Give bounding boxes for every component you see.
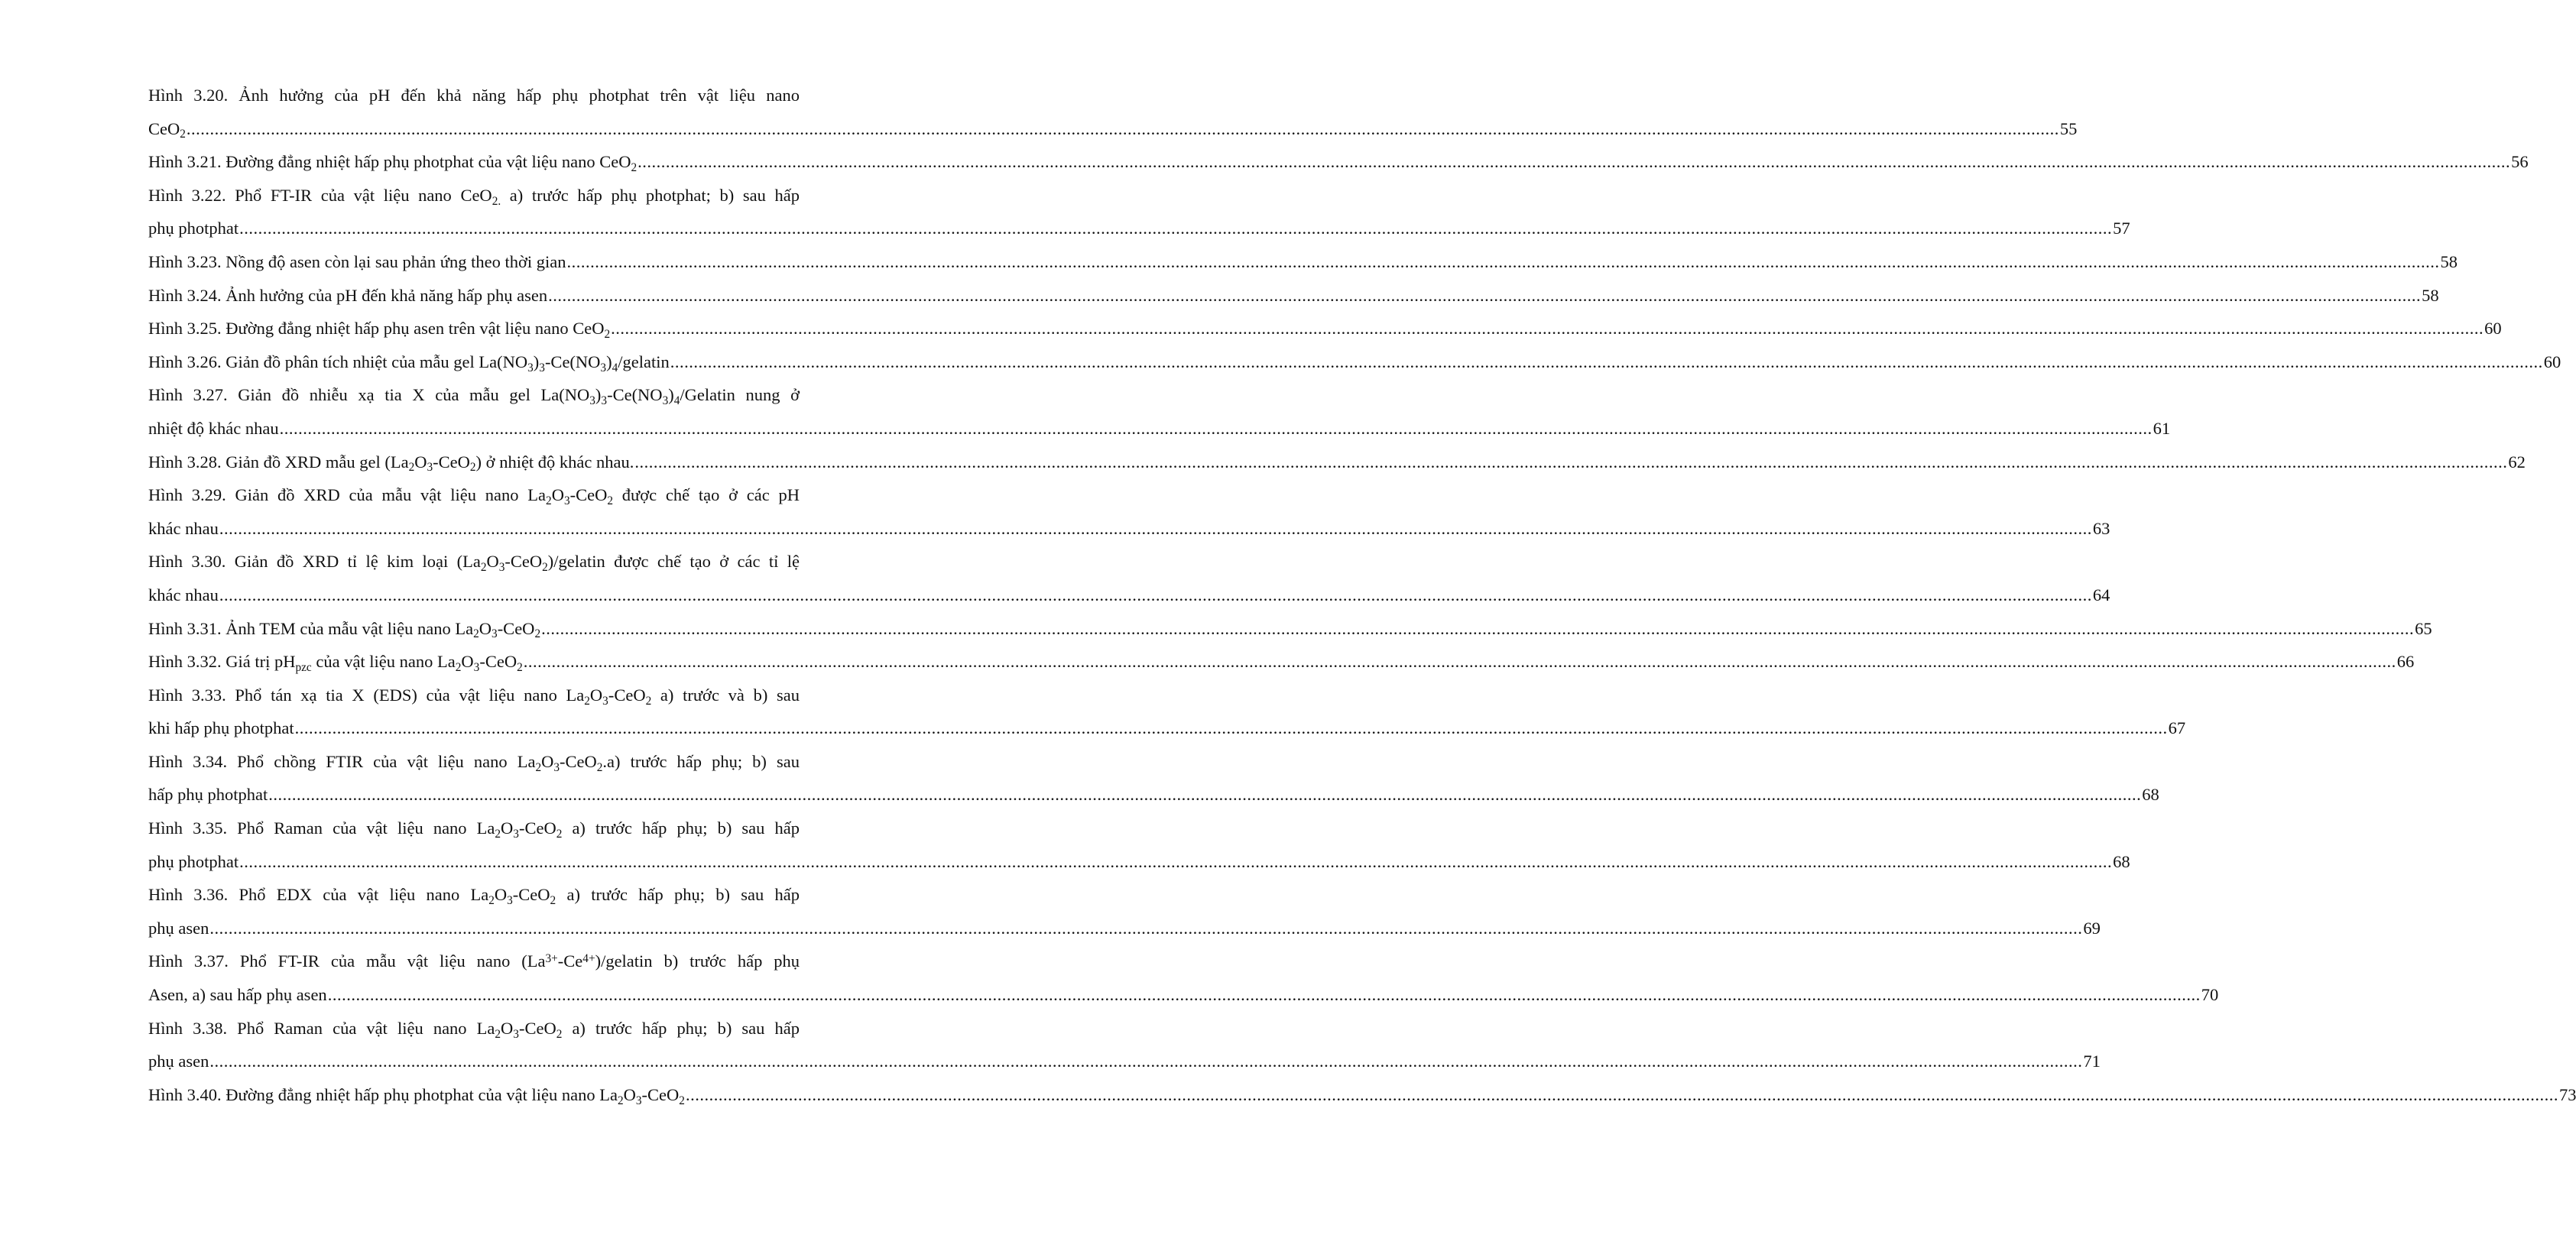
- dot-leader: ................................................................................................................................................................................................................................................................................................................................................................................................................: [548, 285, 2422, 305]
- toc-entry-title-line: Hình 3.37. Phổ FT-IR của mẫu vật liệu nano $(La^{3+}-Ce^{4+})$/gelatin b) trước hấp phụ: [148, 951, 800, 971]
- toc-entry-title-line: phụ asen: [148, 918, 209, 938]
- toc-page-number: 62: [2508, 452, 2526, 472]
- toc-entry-title-line: Hình 3.34. Phổ chồng FTIR của vật liệu nano $La_2O_3-CeO_2.a$) trước hấp phụ; b) sau: [148, 751, 800, 774]
- toc-page-number: 67: [2168, 718, 2186, 738]
- toc-entry[interactable]: [148, 812, 2130, 878]
- toc-entry[interactable]: [148, 545, 2110, 611]
- toc-entry-title-line: khi hấp phụ photphat: [148, 718, 294, 738]
- toc-entry-title-line: Hình 3.26. Giản đồ phân tích nhiệt của mẫu gel $La(NO_3)_3-Ce(NO_3)_4$/gelatin: [148, 352, 670, 374]
- toc-entry-title-line: Hình 3.27. Giản đồ nhiễu xạ tia X của mẫu gel $La(NO_3)_3-Ce(NO_3)_4$/Gelatin nung ở: [148, 385, 800, 408]
- toc-entry[interactable]: [148, 145, 2529, 179]
- toc-entry[interactable]: [148, 679, 2186, 745]
- toc-entry-title-line: Hình 3.35. Phổ Raman của vật liệu nano $La_2O_3-CeO_2$ a) trước hấp phụ; b) sau hấp: [148, 818, 800, 841]
- dot-leader: ................................................................................................................................................................................................................................................................................................................................................................................................................: [239, 851, 2113, 871]
- toc-entry-title-line: CeO$_2$: [148, 118, 186, 141]
- dot-leader: ................................................................................................................................................................................................................................................................................................................................................................................................................: [294, 718, 2168, 738]
- toc-entry[interactable]: [148, 378, 2171, 445]
- toc-page-number: 56: [2511, 152, 2529, 172]
- toc-entry-title-line: Hình 3.23. Nồng độ asen còn lại sau phản ứng theo thời gian: [148, 251, 566, 271]
- toc-entry-last-line: [148, 612, 2432, 646]
- dot-leader: ................................................................................................................................................................................................................................................................................................................................................................................................................: [279, 418, 2153, 438]
- toc-entry[interactable]: [148, 878, 2101, 945]
- toc-entry-title-line: khác nhau: [148, 518, 219, 538]
- toc-entry-title-line: Hình 3.29. Giản đồ XRD của mẫu vật liệu nano $La_2O_3-CeO_2$ được chế tạo ở các pH: [148, 485, 800, 508]
- toc-entry-last-line: [148, 978, 2219, 1012]
- toc-entry-title-line: nhiệt độ khác nhau: [148, 418, 279, 438]
- toc-page-number: 57: [2113, 219, 2130, 238]
- toc-page-number: 63: [2092, 518, 2110, 538]
- toc-entry-title-line: Hình 3.28. Giản đồ XRD mẫu gel $(La_2O_3-CeO_2)$ ở nhiệt độ khác nhau.: [148, 452, 634, 475]
- toc-entry-last-line: [148, 1078, 2576, 1112]
- toc-page-number: 60: [2543, 352, 2561, 371]
- toc-entry-last-line: [148, 711, 2186, 745]
- toc-entry[interactable]: [148, 478, 2110, 545]
- toc-entry[interactable]: [148, 1078, 2576, 1112]
- toc-entry[interactable]: [148, 446, 2526, 479]
- toc-entry-last-line: [148, 345, 2561, 379]
- toc-page-number: 71: [2083, 1052, 2101, 1071]
- toc-page-number: 70: [2201, 985, 2219, 1005]
- toc-page-number: 55: [2059, 118, 2078, 138]
- dot-leader: ................................................................................................................................................................................................................................................................................................................................................................................................................: [670, 352, 2543, 371]
- dot-leader: ................................................................................................................................................................................................................................................................................................................................................................................................................: [239, 219, 2113, 238]
- toc-page-number: 68: [2142, 785, 2159, 805]
- toc-entry-title-line: Hình 3.36. Phổ EDX của vật liệu nano $La_2O_3-CeO_2$ a) trước hấp phụ; b) sau hấp: [148, 885, 800, 908]
- dot-leader: ................................................................................................................................................................................................................................................................................................................................................................................................................: [268, 785, 2142, 805]
- dot-leader: ................................................................................................................................................................................................................................................................................................................................................................................................................: [523, 652, 2396, 672]
- dot-leader: ................................................................................................................................................................................................................................................................................................................................................................................................................: [327, 985, 2201, 1005]
- toc-entry[interactable]: [148, 345, 2561, 379]
- toc-entry-last-line: [148, 212, 2130, 245]
- toc-page-number: 64: [2092, 585, 2110, 604]
- toc-entry-title-line: Hình 3.24. Ảnh hưởng của pH đến khả năng hấp phụ asen: [148, 285, 548, 305]
- toc-entry-last-line: [148, 245, 2458, 279]
- toc-entry[interactable]: [148, 945, 2219, 1011]
- toc-entry-title-line: Hình 3.31. Ảnh TEM của mẫu vật liệu nano $La_2O_3-CeO_2$: [148, 618, 541, 641]
- toc-entry-last-line: [148, 145, 2529, 179]
- toc-page-number: 69: [2083, 918, 2101, 938]
- toc-page-number: 61: [2153, 418, 2171, 438]
- toc-entry[interactable]: [148, 745, 2159, 812]
- toc-entry-title-line: Hình 3.20. Ảnh hưởng của pH đến khả năng hấp phụ photphat trên vật liệu nano: [148, 86, 800, 105]
- toc-entry-last-line: [148, 112, 2078, 146]
- toc-entry[interactable]: [148, 645, 2415, 679]
- dot-leader: ................................................................................................................................................................................................................................................................................................................................................................................................................: [219, 585, 2092, 604]
- toc-entry[interactable]: [148, 1012, 2101, 1078]
- dot-leader: ................................................................................................................................................................................................................................................................................................................................................................................................................: [541, 618, 2415, 638]
- toc-entry-last-line: [148, 912, 2101, 945]
- dot-leader: ................................................................................................................................................................................................................................................................................................................................................................................................................: [638, 152, 2511, 172]
- dot-leader: ................................................................................................................................................................................................................................................................................................................................................................................................................: [634, 452, 2508, 472]
- toc-entry-title-line: phụ asen: [148, 1052, 209, 1071]
- toc-entry-last-line: [148, 1045, 2101, 1078]
- toc-entry-title-line: Hình 3.33. Phổ tán xạ tia X (EDS) của vật liệu nano $La_2O_3-CeO_2$ a) trước và b) sau: [148, 685, 800, 708]
- toc-entry-title-line: phụ photphat: [148, 219, 239, 238]
- toc-entry-title-line: khác nhau: [148, 585, 219, 604]
- toc-entry[interactable]: [148, 612, 2432, 646]
- toc-page-number: 60: [2484, 319, 2502, 339]
- toc-entry[interactable]: [148, 245, 2458, 279]
- toc-page-number: 65: [2415, 618, 2432, 638]
- toc-entry-title-line: Hình 3.25. Đường đẳng nhiệt hấp phụ asen trên vật liệu nano CeO$_2$: [148, 319, 611, 342]
- toc-entry-last-line: [148, 778, 2159, 812]
- toc-entry-last-line: [148, 645, 2415, 679]
- dot-leader: ................................................................................................................................................................................................................................................................................................................................................................................................................: [685, 1084, 2558, 1104]
- toc-page-number: 58: [2440, 251, 2458, 271]
- toc-entry-last-line: [148, 512, 2110, 546]
- list-of-figures: [148, 79, 2576, 1111]
- toc-entry-title-line: Hình 3.38. Phổ Raman của vật liệu nano $La_2O_3-CeO_2$ a) trước hấp phụ; b) sau hấp: [148, 1018, 800, 1041]
- dot-leader: ................................................................................................................................................................................................................................................................................................................................................................................................................: [219, 518, 2092, 538]
- toc-page-number: 66: [2396, 652, 2415, 672]
- toc-entry[interactable]: [148, 79, 2078, 145]
- toc-entry[interactable]: [148, 312, 2502, 345]
- dot-leader: ................................................................................................................................................................................................................................................................................................................................................................................................................: [186, 118, 2059, 138]
- toc-entry-last-line: [148, 845, 2130, 879]
- toc-entry-title-line: Hình 3.21. Đường đẳng nhiệt hấp phụ photphat của vật liệu nano CeO$_2$: [148, 152, 638, 175]
- toc-entry-title-line: Hình 3.32. Giá trị $pH_{pzc}$ của vật liệu nano $La_2O_3-CeO_2$: [148, 652, 523, 674]
- toc-entry-title-line: Hình 3.22. Phổ FT-IR của vật liệu nano CeO$_{2.}$ a) trước hấp phụ photphat; b) sau hấp: [148, 185, 800, 208]
- dot-leader: ................................................................................................................................................................................................................................................................................................................................................................................................................: [566, 251, 2440, 271]
- toc-entry-last-line: [148, 312, 2502, 345]
- toc-entry-title-line: phụ photphat: [148, 851, 239, 871]
- toc-entry-title-line: Hình 3.40. Đường đẳng nhiệt hấp phụ photphat của vật liệu nano $La_2O_3-CeO_2$: [148, 1084, 685, 1107]
- toc-entry-title-line: hấp phụ photphat: [148, 785, 268, 805]
- toc-entry-last-line: [148, 279, 2439, 313]
- toc-page-number: 68: [2113, 851, 2130, 871]
- toc-entry[interactable]: [148, 279, 2439, 313]
- toc-entry-title-line: Asen, a) sau hấp phụ asen: [148, 985, 327, 1005]
- toc-page-number: 58: [2422, 285, 2439, 305]
- toc-page-number: 73: [2558, 1084, 2576, 1104]
- toc-entry-last-line: [148, 446, 2526, 479]
- toc-entry-title-line: Hình 3.30. Giản đồ XRD tỉ lệ kim loại $(La_2O_3-CeO_2)$/gelatin được chế tạo ở các tỉ lệ: [148, 552, 800, 575]
- dot-leader: ................................................................................................................................................................................................................................................................................................................................................................................................................: [209, 1052, 2083, 1071]
- toc-entry[interactable]: [148, 179, 2130, 245]
- dot-leader: ................................................................................................................................................................................................................................................................................................................................................................................................................: [611, 319, 2484, 339]
- dot-leader: ................................................................................................................................................................................................................................................................................................................................................................................................................: [209, 918, 2083, 938]
- toc-entry-last-line: [148, 579, 2110, 612]
- toc-entry-last-line: [148, 412, 2171, 446]
